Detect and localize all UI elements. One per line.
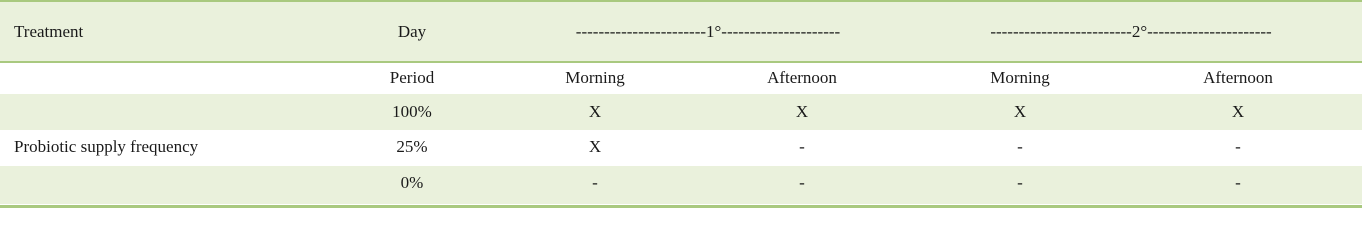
period-label: Period [389, 68, 435, 87]
header-day-1: -----------------------1°--------------------- [575, 22, 841, 41]
header-treatment: Treatment [14, 22, 84, 41]
row-band-100 [0, 94, 1362, 130]
row-0-cell-4: - [1235, 173, 1241, 192]
row-25-period: 25% [396, 137, 428, 156]
treatment-label: Probiotic supply frequency [14, 137, 199, 156]
row-25-cell-1: X [588, 137, 602, 156]
row-0-period: 0% [400, 173, 424, 192]
row-100-period: 100% [392, 102, 432, 121]
header-day-2: -------------------------2°---------------------- [990, 22, 1272, 41]
top-rule [0, 0, 1362, 2]
row-0-cell-1: - [592, 173, 598, 192]
period-col-3: Morning [990, 68, 1050, 87]
row-100-cell-2: X [795, 102, 809, 121]
row-100-cell-3: X [1013, 102, 1027, 121]
row-100-cell-1: X [588, 102, 602, 121]
period-col-2: Afternoon [767, 68, 837, 87]
header-day: Day [397, 22, 427, 41]
row-0-cell-2: - [799, 173, 805, 192]
period-col-4: Afternoon [1203, 68, 1273, 87]
row-band-0 [0, 166, 1362, 204]
period-col-1: Morning [565, 68, 625, 87]
bottom-rule [0, 205, 1362, 208]
row-25-cell-4: - [1235, 137, 1241, 156]
row-0-cell-3: - [1017, 173, 1023, 192]
row-25-cell-3: - [1017, 137, 1023, 156]
row-25-cell-2: - [799, 137, 805, 156]
header-rule [0, 61, 1362, 63]
row-100-cell-4: X [1231, 102, 1245, 121]
